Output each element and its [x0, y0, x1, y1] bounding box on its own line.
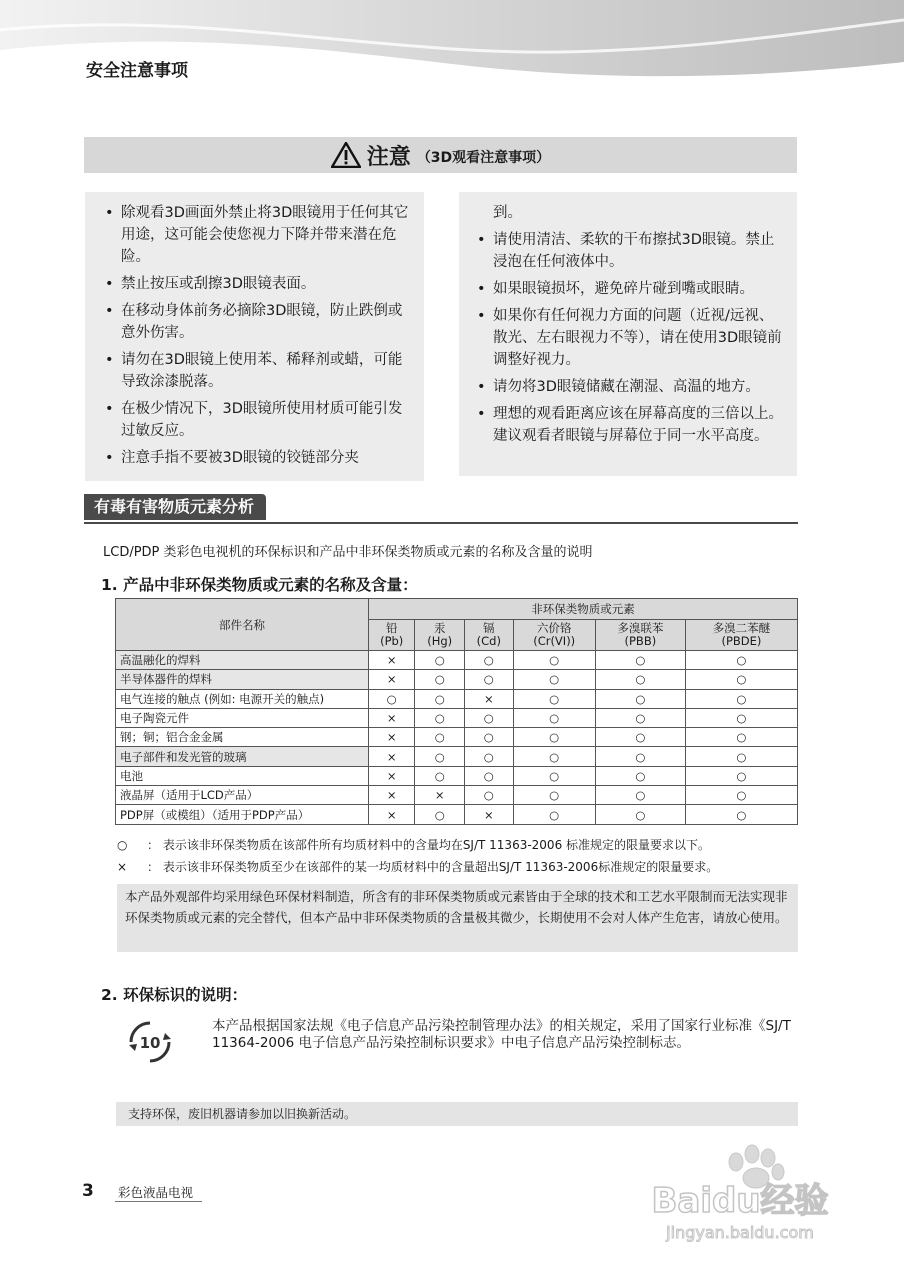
- caution-subtitle: （3D观看注意事项）: [416, 149, 551, 166]
- substance-symbol: (PBDE): [721, 634, 762, 648]
- page-header-title: 安全注意事项: [86, 61, 188, 81]
- eco-10-year-logo-icon: [127, 1019, 173, 1065]
- legend-circle-text: ： 表示该非环保类物质在该部件所有均质材料中的含量均在SJ/T 11363-2006 标准规定的限量要求以下。: [147, 838, 711, 852]
- table-column-header: [369, 620, 415, 651]
- table-row: [116, 728, 798, 747]
- hazard-substance-table: [115, 598, 798, 825]
- substance-mark-cell: ○: [513, 747, 595, 766]
- substance-mark-cell: ×: [369, 728, 415, 747]
- part-name-cell: 液晶屏（适用于LCD产品）: [116, 786, 369, 805]
- bullet-dot: •: [105, 401, 114, 417]
- substance-mark-cell: ○: [685, 708, 797, 727]
- caution-item-text: 如果眼镜损坏，避免碎片碰到嘴或眼睛。: [493, 281, 754, 297]
- environmental-note: 本产品外观部件均采用绿色环保材料制造，所含有的非环保类物质或元素皆由于全球的技术和工艺水平限制而无法实现非环保类物质或元素的完全替代，但本产品中非环保类物质的含量极其微少，长期使用不会对人体产生危害，请放心使用。: [117, 884, 798, 952]
- substance-name: 六价铬: [536, 621, 572, 635]
- substance-mark-cell: ○: [465, 651, 513, 670]
- substance-symbol: (Cr(VI)): [533, 634, 576, 648]
- substance-name: 铅: [385, 621, 398, 635]
- substance-mark-cell: ○: [415, 670, 465, 689]
- part-name-cell: 电子陶瓷元件: [116, 708, 369, 727]
- part-name-cell: 电气连接的触点 (例如: 电源开关的触点): [116, 689, 369, 708]
- eco-logo-number: 10: [139, 1034, 161, 1052]
- substance-name: 多溴二苯醚: [712, 621, 771, 635]
- caution-list-left: [105, 202, 410, 474]
- substance-mark-cell: ○: [685, 747, 797, 766]
- legend-circle-symbol: ○: [117, 838, 128, 852]
- substance-mark-cell: ○: [685, 670, 797, 689]
- caution-item-text: 理想的观看距离应该在屏幕高度的三倍以上。建议观看者眼镜与屏幕位于同一水平高度。: [493, 406, 783, 444]
- watermark-url: jingyan.baidu.com: [666, 1223, 814, 1242]
- table-header-part: 部件名称: [116, 599, 369, 651]
- legend-circle: [117, 836, 710, 853]
- caution-list-item: [477, 376, 785, 398]
- table-row: [116, 766, 798, 785]
- table-header-group: 非环保类物质或元素: [369, 599, 798, 620]
- substance-mark-cell: ○: [513, 786, 595, 805]
- substance-symbol: (Pb): [380, 634, 404, 648]
- substance-mark-cell: ×: [369, 766, 415, 785]
- table-column-header: [595, 620, 685, 651]
- part-name-cell: 电池: [116, 766, 369, 785]
- caution-banner: [84, 137, 797, 173]
- substance-mark-cell: ○: [685, 651, 797, 670]
- section-divider: [84, 522, 798, 524]
- recycling-support-note: 支持环保，废旧机器请参加以旧换新活动。: [116, 1102, 798, 1126]
- bullet-dot: •: [105, 205, 114, 221]
- substance-mark-cell: ×: [369, 708, 415, 727]
- baidu-jingyan-watermark-logo: [640, 1140, 840, 1270]
- legend-cross: [117, 858, 718, 875]
- caution-list-item: [105, 447, 410, 469]
- substance-mark-cell: ○: [685, 766, 797, 785]
- subsection-2-title: 2. 环保标识的说明：: [101, 986, 248, 1004]
- part-name-cell: 电子部件和发光管的玻璃: [116, 747, 369, 766]
- part-name-cell: PDP屏（或模组）（适用于PDP产品）: [116, 805, 369, 824]
- caution-title: 注意: [366, 144, 411, 170]
- caution-panel-right: [459, 192, 797, 476]
- substance-mark-cell: ○: [415, 651, 465, 670]
- table-column-header: [465, 620, 513, 651]
- substance-mark-cell: ×: [369, 747, 415, 766]
- substance-mark-cell: ○: [465, 766, 513, 785]
- caution-list-item: [477, 229, 785, 273]
- substance-mark-cell: ○: [465, 670, 513, 689]
- table-row: [116, 747, 798, 766]
- substance-mark-cell: ○: [465, 728, 513, 747]
- table-row: [116, 670, 798, 689]
- substance-mark-cell: ×: [369, 805, 415, 824]
- substance-mark-cell: ×: [465, 805, 513, 824]
- bullet-dot: •: [105, 450, 114, 466]
- bullet-dot: •: [477, 281, 486, 297]
- caution-item-text: 除观看3D画面外禁止将3D眼镜用于任何其它用途，这可能会使您视力下降并带来潜在危险。: [121, 205, 409, 265]
- substance-mark-cell: ○: [415, 708, 465, 727]
- eco-label-description: 本产品根据国家法规《电子信息产品污染控制管理办法》的相关规定，采用了国家行业标准《SJ/T 11364-2006 电子信息产品污染控制标识要求》中电子信息产品污染控制标志。: [212, 1018, 791, 1051]
- section-heading: 有毒有害物质元素分析: [84, 494, 266, 520]
- caution-list-right-wrapper: [477, 202, 785, 452]
- caution-item-text: 禁止按压或刮擦3D眼镜表面。: [121, 276, 316, 292]
- bullet-dot: •: [477, 406, 486, 422]
- substance-mark-cell: ○: [595, 670, 685, 689]
- substance-mark-cell: ○: [415, 728, 465, 747]
- substance-mark-cell: ○: [685, 689, 797, 708]
- subsection-1-title: 1. 产品中非环保类物质或元素的名称及含量：: [101, 576, 418, 594]
- table-body: [116, 651, 798, 825]
- table-row: [116, 651, 798, 670]
- substance-mark-cell: ○: [465, 786, 513, 805]
- substance-mark-cell: ×: [369, 786, 415, 805]
- caution-item-text: 如果你有任何视力方面的问题（近视/远视、散光、左右眼视力不等），请在使用3D眼镜前调整好视力。: [493, 308, 782, 368]
- substance-mark-cell: ○: [369, 689, 415, 708]
- substance-mark-cell: ○: [513, 728, 595, 747]
- substance-mark-cell: ×: [415, 786, 465, 805]
- table-column-header: [415, 620, 465, 651]
- table-row: [116, 805, 798, 824]
- substance-mark-cell: ○: [513, 805, 595, 824]
- part-name-cell: 高温融化的焊料: [116, 651, 369, 670]
- section-intro: LCD/PDP 类彩色电视机的环保标识和产品中非环保类物质或元素的名称及含量的说明: [103, 545, 593, 560]
- bullet-dot: •: [105, 352, 114, 368]
- substance-mark-cell: ×: [369, 670, 415, 689]
- substance-mark-cell: ○: [465, 708, 513, 727]
- substance-mark-cell: ○: [685, 786, 797, 805]
- caution-list-item: [105, 202, 410, 268]
- caution-list-item: [105, 273, 410, 295]
- table-column-header: [685, 620, 797, 651]
- caution-item-text: 请使用清洁、柔软的干布擦拭3D眼镜。禁止浸泡在任何液体中。: [493, 232, 775, 270]
- legend-cross-text: ： 表示该非环保类物质至少在该部件的某一均质材料中的含量超出SJ/T 11363-2006标准规定的限量要求。: [147, 860, 719, 874]
- caution-list-item: [477, 305, 785, 371]
- caution-list-item: [477, 403, 785, 447]
- warning-triangle-icon: [331, 142, 361, 168]
- substance-mark-cell: ○: [513, 689, 595, 708]
- substance-mark-cell: ○: [415, 689, 465, 708]
- caution-list-item: [477, 278, 785, 300]
- footer-divider: [115, 1201, 202, 1202]
- substance-mark-cell: ○: [685, 728, 797, 747]
- substance-mark-cell: ○: [595, 651, 685, 670]
- substance-mark-cell: ×: [465, 689, 513, 708]
- substance-symbol: (PBB): [624, 634, 657, 648]
- substance-symbol: (Hg): [427, 634, 453, 648]
- bullet-dot: •: [477, 232, 486, 248]
- part-name-cell: 钢；铜；铝合金金属: [116, 728, 369, 747]
- page-number: 3: [82, 1181, 94, 1201]
- caution-list-item: [105, 349, 410, 393]
- substance-mark-cell: ×: [369, 651, 415, 670]
- substance-name: 汞: [433, 621, 446, 635]
- caution-list-item: [105, 300, 410, 344]
- substance-mark-cell: ○: [415, 747, 465, 766]
- substance-mark-cell: ○: [595, 786, 685, 805]
- caution-item-text: 在移动身体前务必摘除3D眼镜，防止跌倒或意外伤害。: [121, 303, 403, 341]
- substance-mark-cell: ○: [595, 805, 685, 824]
- substance-mark-cell: ○: [513, 651, 595, 670]
- table-row: [116, 786, 798, 805]
- substance-mark-cell: ○: [595, 728, 685, 747]
- substance-mark-cell: ○: [595, 708, 685, 727]
- substance-mark-cell: ○: [595, 766, 685, 785]
- caution-item-text: 请勿在3D眼镜上使用苯、稀释剂或蜡，可能导致涂漆脱落。: [121, 352, 403, 390]
- part-name-cell: 半导体器件的焊料: [116, 670, 369, 689]
- caution-list-right: [477, 229, 785, 447]
- substance-mark-cell: ○: [595, 747, 685, 766]
- substance-mark-cell: ○: [415, 805, 465, 824]
- bullet-dot: •: [477, 379, 486, 395]
- table-row: [116, 689, 798, 708]
- table-column-header: [513, 620, 595, 651]
- caution-continued-text: 到。: [493, 205, 522, 221]
- caution-list-item: [105, 398, 410, 442]
- watermark-brand: Baidu经验: [651, 1181, 829, 1221]
- substance-mark-cell: ○: [513, 708, 595, 727]
- substance-name: 镉: [483, 621, 495, 635]
- substance-mark-cell: ○: [513, 670, 595, 689]
- bullet-dot: •: [105, 303, 114, 319]
- table-row: [116, 708, 798, 727]
- legend-cross-symbol: ×: [117, 860, 128, 874]
- substance-mark-cell: ○: [513, 766, 595, 785]
- substance-name: 多溴联苯: [617, 621, 664, 635]
- bullet-dot: •: [477, 308, 486, 324]
- caution-item-text: 请勿将3D眼镜储藏在潮湿、高温的地方。: [493, 379, 760, 395]
- substance-mark-cell: ○: [595, 689, 685, 708]
- page-footer-label: 彩色液晶电视: [118, 1185, 194, 1200]
- bullet-dot: •: [105, 276, 114, 292]
- substance-mark-cell: ○: [415, 766, 465, 785]
- substance-mark-cell: ○: [465, 747, 513, 766]
- substance-mark-cell: ○: [685, 805, 797, 824]
- caution-panel-left: [85, 192, 424, 481]
- caution-item-text: 在极少情况下，3D眼镜所使用材质可能引发过敏反应。: [121, 401, 403, 439]
- substance-symbol: (Cd): [476, 634, 501, 648]
- caution-item-text: 注意手指不要被3D眼镜的铰链部分夹: [121, 450, 359, 466]
